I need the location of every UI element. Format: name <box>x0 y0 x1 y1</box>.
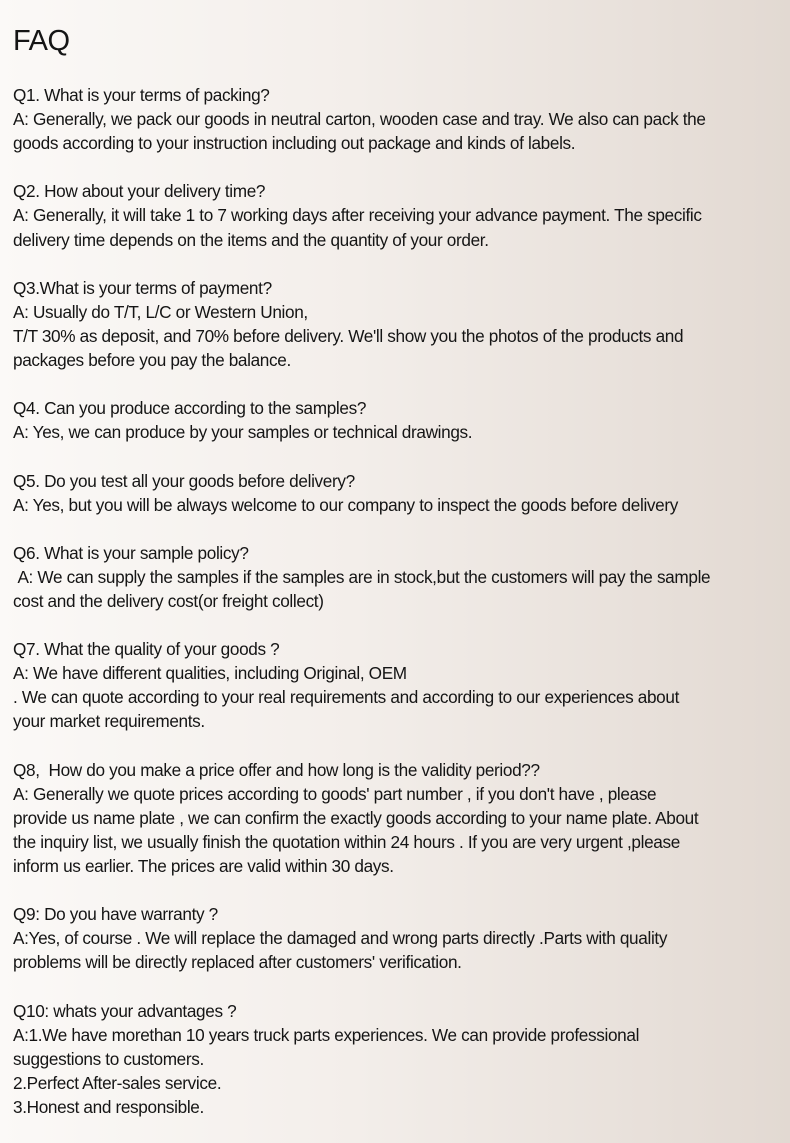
faq-answer-line: A: We can supply the samples if the samples are in stock,but the customers will pay the sample <box>13 566 711 587</box>
faq-question: Q3.What is your terms of payment? <box>13 277 272 298</box>
faq-item-q4 <box>13 396 783 444</box>
faq-answer-line: the inquiry list, we usually finish the quotation within 24 hours . If you are very urgent ,please <box>13 831 680 852</box>
faq-item-q8 <box>13 758 783 878</box>
faq-question: Q9: Do you have warranty ? <box>13 904 218 925</box>
faq-answer-line: A: Generally, we pack our goods in neutral carton, wooden case and tray. We also can pack the <box>13 109 706 130</box>
faq-answer-line: inform us earlier. The prices are valid within 30 days. <box>13 856 394 876</box>
faq-item-q3 <box>13 276 783 372</box>
faq-list <box>13 83 783 1143</box>
faq-answer-line: 2.Perfect After-sales service. <box>13 1072 222 1093</box>
faq-answer-line: A: Generally, it will take 1 to 7 working days after receiving your advance payment. The specific <box>13 205 702 226</box>
faq-answer-line: A: We have different qualities, including Original, OEM <box>13 663 407 684</box>
faq-question: Q6. What is your sample policy? <box>13 542 249 563</box>
faq-question: Q10: whats your advantages ? <box>13 1000 237 1021</box>
faq-answer-line: your market requirements. <box>13 711 205 732</box>
faq-answer-line: A: Yes, but you will be always welcome to our company to inspect the goods before delivery <box>13 494 678 515</box>
faq-answer-line: delivery time depends on the items and the quantity of your order. <box>13 229 489 250</box>
faq-item-q1 <box>13 83 783 155</box>
faq-item-q6 <box>13 541 783 613</box>
faq-question: Q4. Can you produce according to the samples? <box>13 398 367 419</box>
faq-answer-line: A:Yes, of course . We will replace the damaged and wrong parts directly .Parts with quality <box>13 928 668 949</box>
faq-answer-line: A: Yes, we can produce by your samples or technical drawings. <box>13 422 473 443</box>
faq-answer-line: suggestions to customers. <box>13 1048 204 1069</box>
faq-question: Q1. What is your terms of packing? <box>13 85 270 105</box>
faq-item-q7 <box>13 637 783 733</box>
faq-item-q9 <box>13 902 783 974</box>
faq-question: Q7. What the quality of your goods ? <box>13 639 280 660</box>
faq-answer-line: packages before you pay the balance. <box>13 350 291 371</box>
faq-item-q5 <box>13 469 783 517</box>
faq-question: Q8, How do you make a price offer and how long is the validity period?? <box>13 759 540 780</box>
faq-answer-line: A: Generally we quote prices according to goods' part number , if you don't have , please <box>13 783 657 804</box>
faq-page <box>13 0 783 1126</box>
faq-item-q10 <box>13 999 783 1119</box>
faq-question: Q2. How about your delivery time? <box>13 181 266 202</box>
faq-answer-line: provide us name plate , we can confirm the exactly goods according to your name plate. About <box>13 807 699 828</box>
faq-answer-line: A: Usually do T/T, L/C or Western Union, <box>13 301 308 322</box>
faq-question: Q5. Do you test all your goods before delivery? <box>13 470 355 491</box>
faq-answer-line: 3.Honest and responsible. <box>13 1096 204 1117</box>
page-title: FAQ <box>13 25 70 57</box>
faq-item-q2 <box>13 179 783 251</box>
faq-answer-line: A:1.We have morethan 10 years truck parts experiences. We can provide professional <box>13 1024 640 1045</box>
faq-answer-line: goods according to your instruction including out package and kinds of labels. <box>13 133 576 154</box>
faq-answer-line: T/T 30% as deposit, and 70% before delivery. We'll show you the photos of the products and <box>13 325 684 346</box>
faq-answer-line: . We can quote according to your real requirements and according to our experiences about <box>13 687 679 708</box>
faq-answer-line: cost and the delivery cost(or freight collect) <box>13 590 324 611</box>
faq-answer-line: problems will be directly replaced after customers' verification. <box>13 952 462 973</box>
